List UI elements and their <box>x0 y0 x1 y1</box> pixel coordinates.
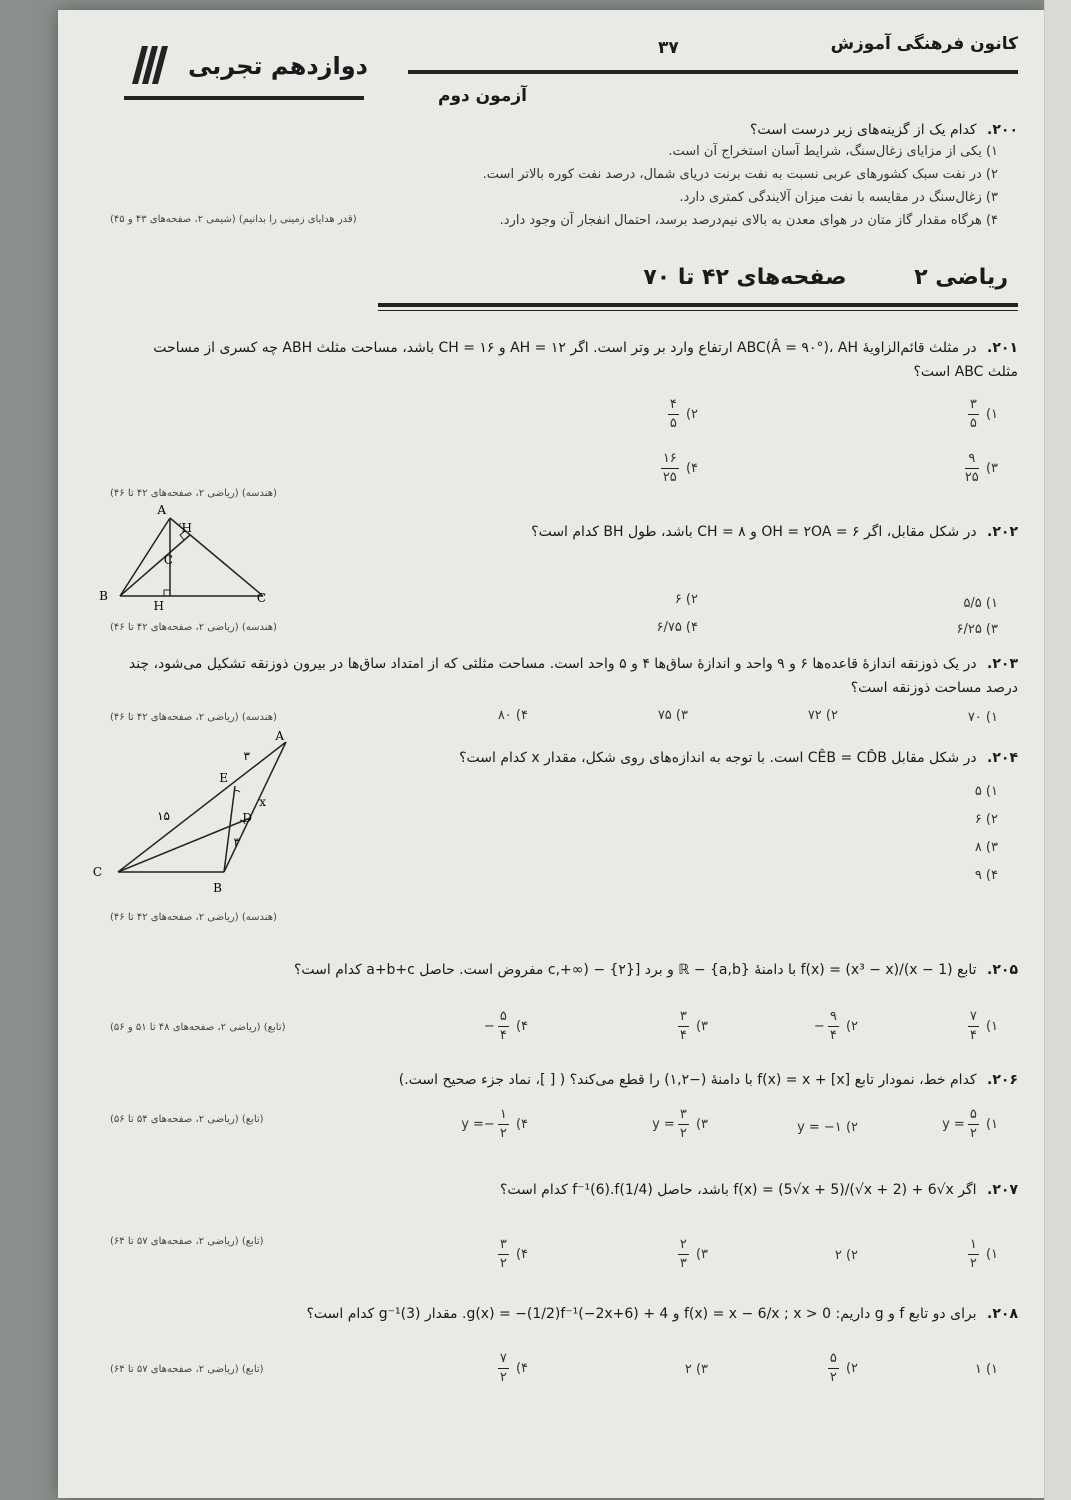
denominator: ۵ <box>669 416 677 431</box>
page-number: ۳۷ <box>658 38 679 58</box>
section-subject: ریاضی ۲ <box>914 265 1008 290</box>
fraction <box>498 1350 509 1387</box>
question-207 <box>500 1178 1018 1202</box>
option-3[interactable] <box>962 450 998 487</box>
numerator: ۹ <box>828 1008 839 1027</box>
denominator: ۴ <box>679 1028 687 1043</box>
option-3[interactable] <box>675 1008 708 1045</box>
numerator: ۳ <box>968 396 979 415</box>
label-ce-length: ۱۵ <box>157 809 170 823</box>
option-label: ۴) <box>515 1117 528 1132</box>
question-201 <box>88 336 1018 384</box>
equation-lhs: y = <box>461 1117 484 1132</box>
option-4[interactable] <box>461 1106 528 1143</box>
numerator: ۱ <box>498 1106 509 1125</box>
value: ۲ <box>684 1362 692 1377</box>
denominator: ۲۵ <box>964 470 979 485</box>
option-3[interactable]: ۳) ۸ <box>974 840 998 855</box>
label-h: H <box>153 599 164 613</box>
fraction <box>678 1106 689 1143</box>
denominator: ۴ <box>969 1028 977 1043</box>
option-label: ۱) <box>985 407 998 422</box>
option-4[interactable]: ۴) ۸۰ <box>497 708 528 723</box>
question-number: ۲۰۲. <box>987 524 1018 540</box>
sign: − <box>813 1019 825 1034</box>
header-rule-left <box>124 96 364 100</box>
fraction <box>498 1236 509 1273</box>
label-x: x <box>259 795 266 809</box>
label-c-inner: C <box>163 553 173 567</box>
option-3[interactable] <box>652 1106 708 1143</box>
question-text: کدام خط، نمودار تابع f(x) = x + [x] با دامنهٔ (−۱,۲) را قطع می‌کند؟ ( [ ]، نماد جزء صحیح است.) <box>398 1072 977 1088</box>
label-d: D <box>242 811 252 825</box>
option-label: ۳) <box>695 1117 708 1132</box>
numerator: ۷ <box>968 1008 979 1027</box>
option-label: ۱) <box>985 1362 998 1377</box>
option-1[interactable]: ۱) یکی از مزایای زغال‌سنگ، شرایط آسان استخراج آن است. <box>668 144 998 159</box>
option-label: ۲) <box>845 1120 858 1135</box>
option-label: ۲) <box>845 1019 858 1034</box>
question-number: ۲۰۰. <box>987 122 1018 138</box>
q204-options <box>975 778 998 890</box>
question-number: ۲۰۸. <box>987 1306 1018 1322</box>
question-text: برای دو تابع f و g داریم: f(x) = x − 6/x ; x > 0 و g(x) = −(1/2)f⁻¹(−2x+6) + 4. مقدار g⁻¹(3) کدام است؟ <box>306 1306 977 1322</box>
option-4[interactable]: ۴) هرگاه مقدار گاز متان در هوای معدن به بالای نیم‌درصد برسد، احتمال انفجار آن وجود دارد. <box>499 213 998 228</box>
option-label: ۳) <box>695 1247 708 1262</box>
grade-title: دوازدهم تجربی <box>188 52 368 80</box>
question-204 <box>459 746 1018 770</box>
denominator: ۲ <box>679 1126 687 1141</box>
numerator: ۳ <box>678 1008 689 1027</box>
label-db-length: ۳ <box>233 835 240 849</box>
denominator: ۲ <box>499 1256 507 1271</box>
numerator: ۱۶ <box>661 450 679 469</box>
question-200 <box>750 118 1018 142</box>
numerator: ۳ <box>678 1106 689 1125</box>
option-label: ۳) <box>985 461 998 476</box>
option-2[interactable]: ۲) ۷۲ <box>807 708 838 723</box>
option-label: ۲) <box>845 1361 858 1376</box>
option-2[interactable] <box>665 396 698 433</box>
label-a: A <box>157 503 166 517</box>
source-note: (هندسه) (ریاضی ۲، صفحه‌های ۴۲ تا ۴۶) <box>110 622 277 633</box>
option-4[interactable] <box>495 1350 528 1387</box>
question-203 <box>88 652 1018 700</box>
question-text: در شکل مقابل، اگر OH = ۲OA = ۶ و CH = ۸ باشد، طول BH کدام است؟ <box>531 524 977 540</box>
q200-options <box>483 140 998 232</box>
question-number: ۲۰۴. <box>987 750 1018 766</box>
denominator: ۴ <box>829 1028 837 1043</box>
option-label: ۳) <box>695 1019 708 1034</box>
denominator: ۲۵ <box>662 470 677 485</box>
question-number: ۲۰۶. <box>987 1072 1018 1088</box>
numerator: ۳ <box>498 1236 509 1255</box>
value: ۱ <box>974 1362 982 1377</box>
option-1[interactable] <box>965 396 998 433</box>
publisher-logo-icon <box>128 40 172 88</box>
source-note: (هندسه) (ریاضی ۲، صفحه‌های ۴۲ تا ۴۶) <box>110 712 277 723</box>
option-3[interactable]: ۳) ۷۵ <box>657 708 688 723</box>
question-text: در مثلث قائم‌الزاویهٔ ABC(Â = ۹۰°)، AH ارتفاع وارد بر وتر است. اگر AH = ۱۲ و CH = ۱۶ باشد، مساحت مثلث ABH چه کسری از مساحت <box>153 340 977 356</box>
sign: − <box>483 1019 495 1034</box>
option-1[interactable] <box>975 1362 998 1377</box>
label-h-prime: H′ <box>178 521 192 535</box>
fraction <box>678 1236 689 1273</box>
question-number: ۲۰۷. <box>987 1182 1018 1198</box>
fraction <box>678 1008 689 1045</box>
equation-lhs: y = <box>652 1117 675 1132</box>
denominator: ۳ <box>679 1256 687 1271</box>
label-c: C <box>256 591 266 605</box>
option-label: ۴) <box>515 1019 528 1034</box>
question-text: تابع f(x) = (x³ − x)/(x − 1) با دامنهٔ ℝ − {a,b} و برد [c,+∞) − {۲} مفروض است. حاصل a+b+c کدام است؟ <box>293 962 977 978</box>
fraction <box>668 396 679 433</box>
adjacent-page-edge <box>1044 0 1071 1500</box>
option-2[interactable]: ۲) در نفت سبک کشورهای عربی نسبت به نفت برنت دریای شمال، درصد نفت کوره بالاتر است. <box>482 167 998 182</box>
fraction <box>498 1008 509 1045</box>
option-2[interactable] <box>825 1350 858 1387</box>
publisher-name: کانون فرهنگی آموزش <box>830 34 1018 54</box>
numerator: ۷ <box>498 1350 509 1369</box>
value: ۲ <box>834 1248 842 1263</box>
option-2[interactable] <box>797 1120 858 1135</box>
source-note: (تابع) (ریاضی ۲، صفحه‌های ۴۸ تا ۵۱ و ۵۶) <box>110 1022 286 1033</box>
fraction <box>968 1106 979 1143</box>
fraction <box>965 450 979 487</box>
question-number: ۲۰۵. <box>987 962 1018 978</box>
source-note: (تابع) (ریاضی ۲، صفحه‌های ۵۷ تا ۶۴) <box>110 1364 264 1375</box>
question-text: در یک ذوزنقه اندازهٔ قاعده‌ها ۶ و ۹ واحد و اندازهٔ ساق‌ها ۴ و ۵ واحد است. مساحت مثلثی که از امتداد ساق‌ها در بیرون ذوزنقه تشکیل می‌شود، چند <box>128 656 977 672</box>
option-label: ۴) <box>515 1361 528 1376</box>
fraction <box>498 1106 509 1143</box>
option-1[interactable] <box>965 1008 998 1045</box>
option-2[interactable] <box>835 1248 858 1263</box>
denominator: ۲ <box>499 1370 507 1385</box>
option-label: ۴) <box>685 461 698 476</box>
option-label: ۲) <box>685 407 698 422</box>
option-4[interactable]: ۴) ۶/۷۵ <box>656 620 698 635</box>
label-b: B <box>213 881 222 895</box>
fraction <box>968 396 979 433</box>
denominator: ۲ <box>499 1126 507 1141</box>
denominator: ۲ <box>829 1370 837 1385</box>
figure-triangle-abc <box>99 503 288 614</box>
numerator: ۴ <box>668 396 679 415</box>
option-3[interactable] <box>685 1362 708 1377</box>
option-1[interactable]: ۱) ۵/۵ <box>963 596 998 611</box>
question-text-cont: مثلث ABC است؟ <box>913 364 1018 380</box>
option-1[interactable] <box>942 1106 998 1143</box>
fraction <box>661 450 679 487</box>
section-pages: صفحه‌های ۴۲ تا ۷۰ <box>643 265 847 290</box>
option-label: ۱) <box>985 1117 998 1132</box>
fraction <box>828 1008 839 1045</box>
label-c: C <box>92 865 102 879</box>
source-note: (هندسه) (ریاضی ۲، صفحه‌های ۴۲ تا ۴۶) <box>110 912 277 923</box>
numerator: ۵ <box>968 1106 979 1125</box>
option-4[interactable] <box>484 1008 528 1045</box>
question-text: اگر f(x) = (5√x + 5)/(√x + 2) + 6√x باشد، حاصل f⁻¹(6).f(1/4) کدام است؟ <box>499 1182 977 1198</box>
option-3[interactable] <box>675 1236 708 1273</box>
option-1[interactable]: ۱) ۵ <box>974 784 998 799</box>
label-b: B <box>99 589 108 603</box>
denominator: ۲ <box>969 1126 977 1141</box>
question-text: در شکل مقابل CÊB = CD̂B است. با توجه به اندازه‌های روی شکل، مقدار x کدام است؟ <box>459 750 977 766</box>
numerator: ۲ <box>678 1236 689 1255</box>
option-4[interactable] <box>658 450 698 487</box>
numerator: ۵ <box>498 1008 509 1027</box>
question-text-cont: درصد مساحت ذوزنقه است؟ <box>850 680 1018 696</box>
section-rule-thin <box>378 310 1018 311</box>
label-a: A <box>275 729 284 743</box>
question-text: کدام یک از گزینه‌های زیر درست است؟ <box>749 122 977 138</box>
question-208 <box>306 1302 1018 1326</box>
option-label: ۴) <box>515 1247 528 1262</box>
numerator: ۹ <box>965 450 979 469</box>
exam-page <box>58 10 1048 1498</box>
question-number: ۲۰۱. <box>987 340 1018 356</box>
exam-title: آزمون دوم <box>438 86 527 106</box>
source-note: (تابع) (ریاضی ۲، صفحه‌های ۵۷ تا ۶۴) <box>110 1236 264 1247</box>
option-label: ۲) <box>845 1248 858 1263</box>
question-number: ۲۰۳. <box>987 656 1018 672</box>
option-3[interactable]: ۳) زغال‌سنگ در مقایسه با نفت میزان آلایندگی کمتری دارد. <box>679 190 998 205</box>
label-e: E <box>219 771 228 785</box>
question-202 <box>531 520 1018 544</box>
header-rule-right <box>408 70 1018 74</box>
fraction <box>968 1008 979 1045</box>
option-4[interactable]: ۴) ۹ <box>974 868 998 883</box>
section-rule <box>378 303 1018 307</box>
option-2[interactable]: ۲) ۶ <box>974 812 998 827</box>
option-2[interactable] <box>814 1008 858 1045</box>
sign: − <box>483 1117 495 1132</box>
option-3[interactable]: ۳) ۶/۲۵ <box>956 622 998 637</box>
denominator: ۵ <box>969 416 977 431</box>
equation-lhs: y = <box>942 1117 965 1132</box>
equation: y = −۱ <box>797 1120 842 1135</box>
option-1[interactable] <box>965 1236 998 1273</box>
option-label: ۱) <box>985 1247 998 1262</box>
option-4[interactable] <box>495 1236 528 1273</box>
denominator: ۴ <box>499 1028 507 1043</box>
figure-triangle-ecb <box>92 729 298 900</box>
question-205 <box>294 958 1018 982</box>
option-1[interactable]: ۱) ۷۰ <box>967 710 998 725</box>
denominator: ۲ <box>969 1256 977 1271</box>
option-label: ۳) <box>695 1362 708 1377</box>
source-note: (قدر هدایای زمینی را بدانیم) (شیمی ۲، صفحه‌های ۴۳ و ۴۵) <box>110 214 357 225</box>
source-note: (تابع) (ریاضی ۲، صفحه‌های ۵۴ تا ۵۶) <box>110 1114 264 1125</box>
numerator: ۱ <box>968 1236 979 1255</box>
section-title <box>643 265 1008 290</box>
numerator: ۵ <box>828 1350 839 1369</box>
label-ae-length: ۳ <box>243 749 250 763</box>
source-note: (هندسه) (ریاضی ۲، صفحه‌های ۴۲ تا ۴۶) <box>110 488 277 499</box>
option-label: ۱) <box>985 1019 998 1034</box>
option-2[interactable]: ۲) ۶ <box>674 592 698 607</box>
fraction <box>968 1236 979 1273</box>
fraction <box>828 1350 839 1387</box>
question-206 <box>399 1068 1018 1092</box>
